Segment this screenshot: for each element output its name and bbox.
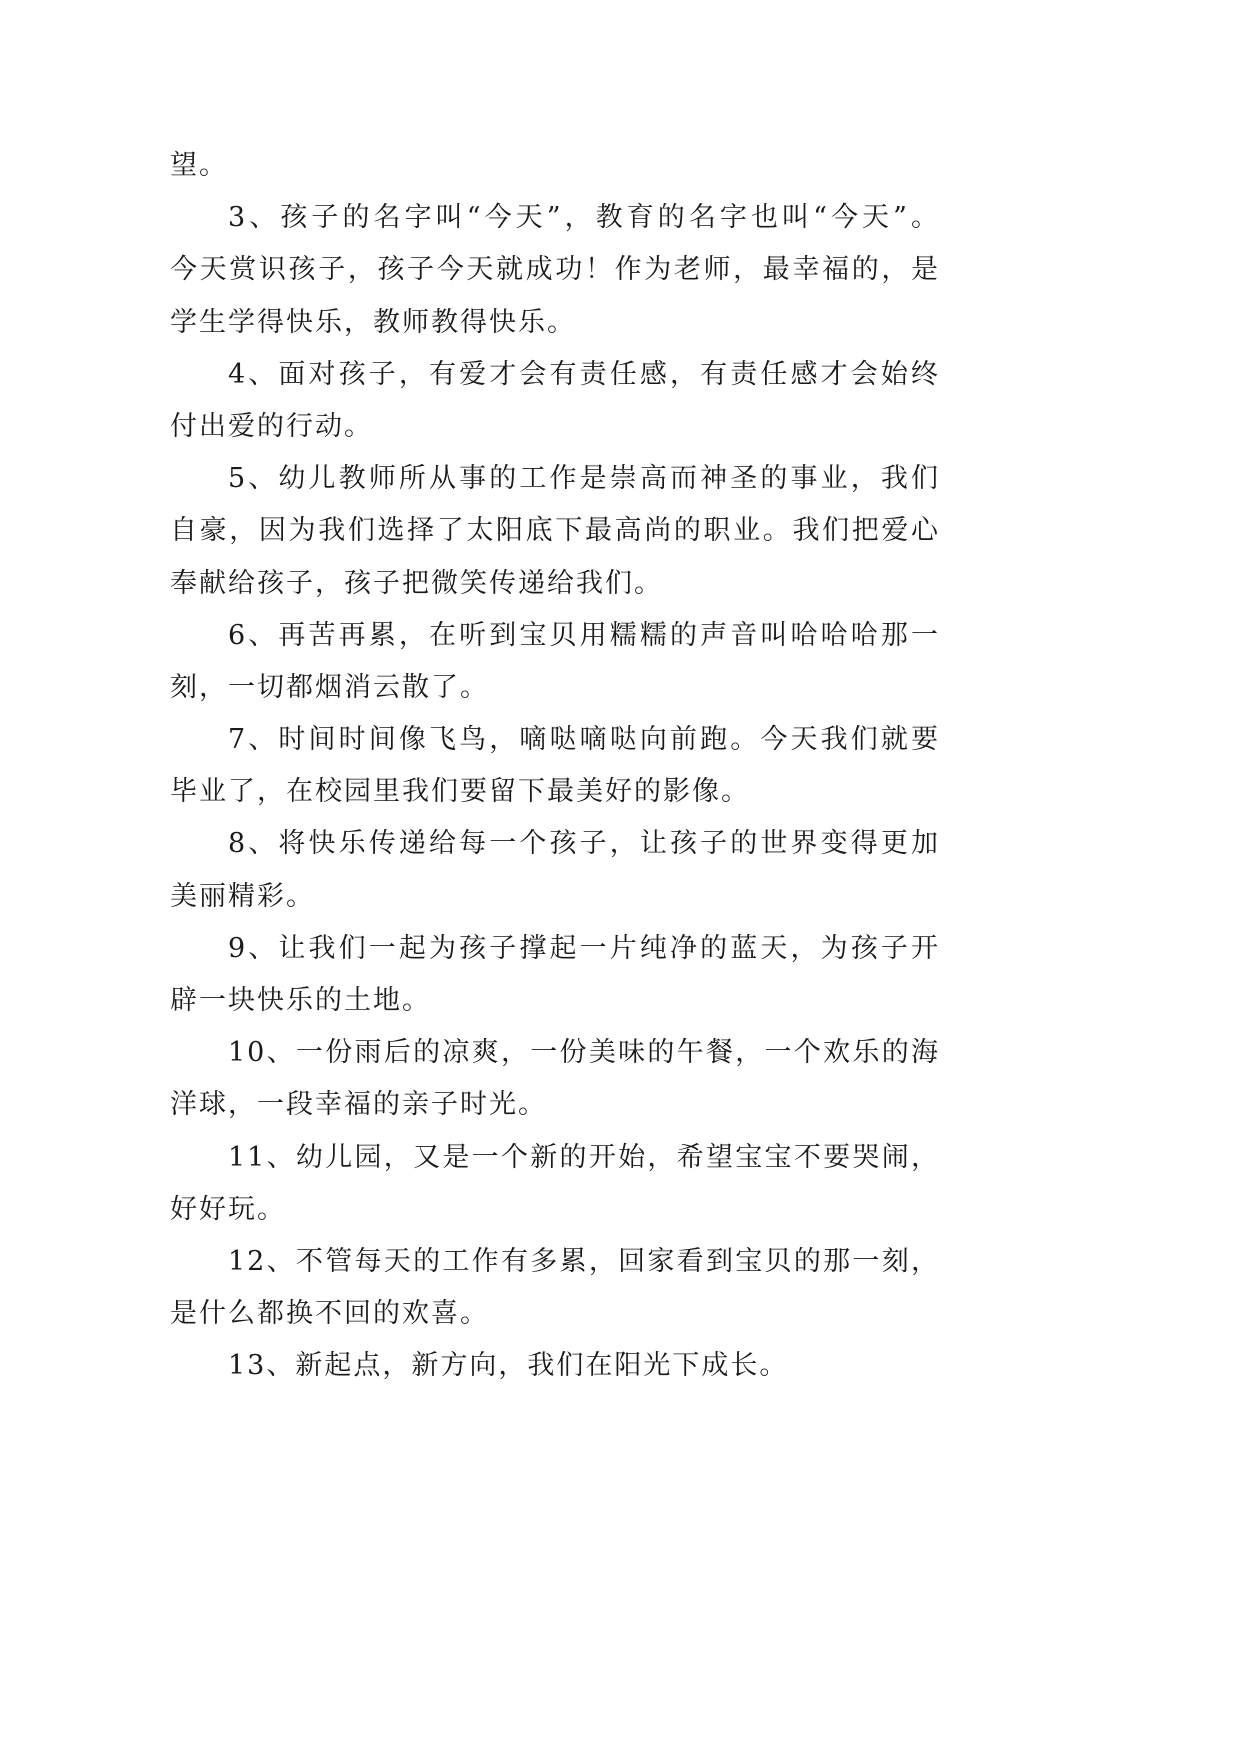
text-line: 今天赏识孩子，孩子今天就成功！作为老师，最幸福的，是 <box>170 254 940 286</box>
paragraph-item-9 <box>170 923 940 1027</box>
paragraph-item-5 <box>170 453 940 610</box>
paragraph-item-13 <box>170 1340 940 1392</box>
text-line: 8、将快乐传递给每一个孩子，让孩子的世界变得更加 <box>228 828 940 860</box>
text-line: 奉献给孩子，孩子把微笑传递给我们。 <box>170 567 663 599</box>
text-line: 5、幼儿教师所从事的工作是崇高而神圣的事业，我们 <box>228 463 940 495</box>
text-line: 学生学得快乐，教师教得快乐。 <box>170 306 576 338</box>
text-line: 6、再苦再累，在听到宝贝用糯糯的声音叫哈哈哈那一 <box>228 619 940 651</box>
text-line: 12、不管每天的工作有多累，回家看到宝贝的那一刻， <box>228 1245 940 1277</box>
text-line: 辟一块快乐的土地。 <box>170 985 431 1016</box>
text-line: 自豪，因为我们选择了太阳底下最高尚的职业。我们把爱心 <box>170 515 940 547</box>
paragraph-item-6 <box>170 610 940 714</box>
text-line: 毕业了，在校园里我们要留下最美好的影像。 <box>170 776 750 808</box>
text-line: 10、一份雨后的凉爽，一份美味的午餐，一个欢乐的海 <box>228 1037 940 1069</box>
text-line: 刻，一切都烟消云散了。 <box>170 671 489 703</box>
text-line: 是什么都换不回的欢喜。 <box>170 1298 489 1330</box>
text-line: 好好玩。 <box>170 1193 286 1225</box>
text-line: 3、孩子的名字叫“今天”，教育的名字也叫“今天”。 <box>228 202 940 234</box>
text-line: 望。 <box>170 150 228 181</box>
paragraph-item-8 <box>170 818 940 922</box>
text-line: 13、新起点，新方向，我们在阳光下成长。 <box>228 1350 789 1382</box>
paragraph-item-3 <box>170 192 940 349</box>
text-line: 付出爱的行动。 <box>170 410 373 442</box>
text-line: 7、时间时间像飞鸟，嘀哒嘀哒向前跑。今天我们就要 <box>228 724 940 756</box>
paragraph-item-10 <box>170 1027 940 1131</box>
paragraph-continuation <box>170 140 940 192</box>
text-line: 美丽精彩。 <box>170 880 315 912</box>
paragraph-item-12 <box>170 1236 940 1340</box>
text-line: 9、让我们一起为孩子撑起一片纯净的蓝天，为孩子开 <box>228 932 940 964</box>
paragraph-item-7 <box>170 714 940 818</box>
text-line: 洋球，一段幸福的亲子时光。 <box>170 1089 547 1121</box>
paragraph-item-4 <box>170 349 940 453</box>
body-text <box>170 140 940 1393</box>
text-line: 4、面对孩子，有爱才会有责任感，有责任感才会始终 <box>228 358 940 390</box>
paragraph-item-11 <box>170 1132 940 1236</box>
text-line: 11、幼儿园，又是一个新的开始，希望宝宝不要哭闹， <box>228 1141 940 1173</box>
